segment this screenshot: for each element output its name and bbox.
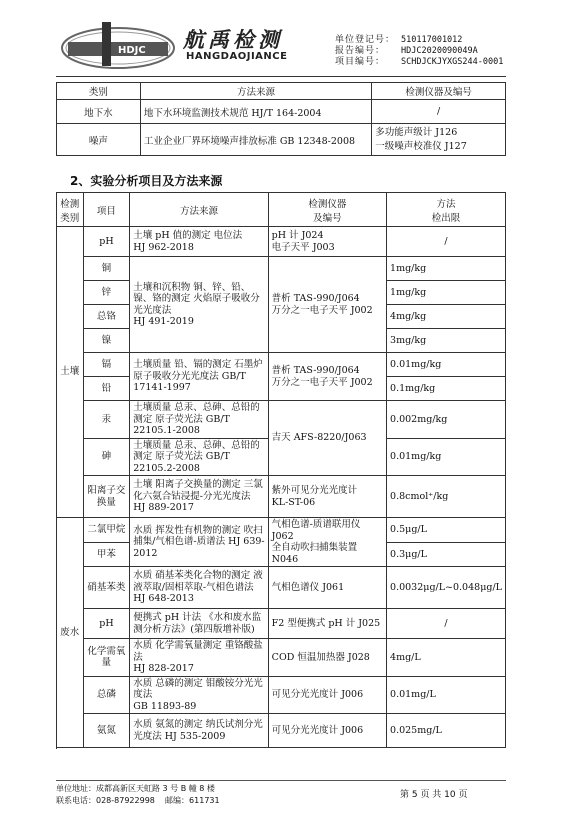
item-name: 锌 (83, 281, 130, 305)
detection-limit: 4mg/kg (387, 305, 506, 329)
item-name: 砷 (83, 438, 130, 476)
instrument: F2 型便携式 pH 计 J025 (268, 609, 386, 639)
table-row (57, 227, 506, 257)
instrument: pH 计 J024 电子天平 J003 (268, 227, 386, 257)
table1-instrument: 多功能声级计 J126 一级噪声校准仪 J127 (372, 124, 506, 156)
item-name: 化学需氧量 (83, 639, 130, 677)
meta-value: HDJC2020090049A (401, 46, 478, 56)
footer-divider (56, 780, 506, 781)
item-name: 铅 (83, 377, 130, 401)
header-divider (56, 76, 506, 77)
analysis-method-table (56, 192, 506, 748)
svg-text:HDJC: HDJC (118, 45, 146, 56)
table2-header: 检测仪器 及编号 (268, 193, 386, 227)
table1-instrument: / (372, 100, 506, 124)
table2-header: 检测 类别 (57, 193, 84, 227)
instrument: 普析 TAS-990/J064 万分之一电子天平 J002 (268, 353, 386, 401)
category-wastewater: 废水 (57, 518, 84, 748)
item-name: 铜 (83, 257, 130, 281)
table1-header: 检测仪器及编号 (372, 83, 506, 100)
detection-limit: 0.1mg/kg (387, 377, 506, 401)
detection-limit: 1mg/kg (387, 257, 506, 281)
table-row (57, 639, 506, 677)
table-row (57, 567, 506, 609)
table1-method: 工业企业厂界环境噪声排放标准 GB 12348-2008 (140, 124, 371, 156)
detection-limit: 4mg/L (387, 639, 506, 677)
instrument: 可见分光光度计 J006 (268, 714, 386, 748)
detection-limit: 0.0032μg/L~0.048μg/L (387, 567, 506, 609)
table-row (57, 476, 506, 518)
table2-header: 方法来源 (130, 193, 268, 227)
method-source: 土壤质量 铅、镉的测定 石墨炉原子吸收分光光度法 GB/T 17141-1997 (130, 353, 268, 401)
footer-address: 单位地址：成都高新区天虹路 3 号 B 幢 8 楼 (56, 784, 215, 793)
item-name: 总磷 (83, 676, 130, 714)
item-name: 汞 (83, 401, 130, 439)
method-source: 土壤 阳离子交换量的测定 三氯化六氨合钴浸提-分光光度法 HJ 889-2017 (130, 476, 268, 518)
table-row (57, 257, 506, 281)
instrument: 紫外可见分光光度计 KL-ST-06 (268, 476, 386, 518)
instrument: 吉天 AFS-8220/J063 (268, 401, 386, 476)
table-row (57, 609, 506, 639)
detection-limit: 0.025mg/L (387, 714, 506, 748)
method-source: 水质 总磷的测定 钼酸铵分光光度法 GB 11893-89 (130, 676, 268, 714)
item-name: pH (83, 227, 130, 257)
detection-limit: / (387, 609, 506, 639)
detection-limit: 0.002mg/kg (387, 401, 506, 439)
meta-label: 报告编号： (335, 46, 386, 56)
instrument: 气相色谱仪 J061 (268, 567, 386, 609)
footer-phone: 联系电话：028-87922998 (56, 796, 155, 805)
item-name: 硝基苯类 (83, 567, 130, 609)
detection-limit: 0.5μg/L (387, 518, 506, 543)
instrument: 可见分光光度计 J006 (268, 676, 386, 714)
table-row (57, 518, 506, 543)
detection-limit: 0.01mg/L (387, 676, 506, 714)
item-name: 总铬 (83, 305, 130, 329)
table1-method: 地下水环境监测技术规范 HJ/T 164-2004 (140, 100, 371, 124)
method-source: 便携式 pH 计法 《水和废水监测分析方法》(第四版增补版) (130, 609, 268, 639)
report-meta (335, 35, 503, 68)
footer-postcode: 邮编：611731 (165, 796, 220, 805)
meta-value: 510117001012 (401, 35, 463, 45)
detection-limit: 0.01mg/kg (387, 438, 506, 476)
section-title: 2、实验分析项目及方法来源 (70, 174, 223, 188)
detection-limit: 0.3μg/L (387, 542, 506, 567)
item-name: 二氯甲烷 (83, 518, 130, 543)
item-name: 镉 (83, 353, 130, 377)
item-name: 镍 (83, 329, 130, 353)
page-number: 第 5 页 共 10 页 (400, 790, 468, 800)
table-row (57, 353, 506, 377)
method-source: 水质 化学需氧量测定 重铬酸盐法 HJ 828-2017 (130, 639, 268, 677)
instrument: COD 恒温加热器 J028 (268, 639, 386, 677)
logo-english-name: HANGDAOJIANCE (186, 51, 288, 62)
instrument: 气相色谱-质谱联用仪 J062 全自动吹扫捕集装置 N046 (268, 518, 386, 567)
table2-header: 方法 检出限 (387, 193, 506, 227)
method-source: 土壤 pH 值的测定 电位法 HJ 962-2018 (130, 227, 268, 257)
meta-label: 项目编号： (335, 57, 386, 67)
table2-header: 项目 (83, 193, 130, 227)
method-source: 水质 硝基苯类化合物的测定 液液萃取/固相萃取-气相色谱法 HJ 648-2013 (130, 567, 268, 609)
table-row (57, 676, 506, 714)
category-soil: 土壤 (57, 227, 84, 518)
instrument: 普析 TAS-990/J064 万分之一电子天平 J002 (268, 257, 386, 353)
table1-category: 噪声 (57, 124, 141, 156)
company-logo (58, 18, 308, 74)
table1-category: 地下水 (57, 100, 141, 124)
item-name: pH (83, 609, 130, 639)
method-source: 土壤和沉积物 铜、锌、铅、镍、铬的测定 火焰原子吸收分光光度法 HJ 491-2019 (130, 257, 268, 353)
detection-limit: / (387, 227, 506, 257)
method-source: 水质 氨氮的测定 纳氏试剂分光光度法 HJ 535-2009 (130, 714, 268, 748)
item-name: 甲苯 (83, 542, 130, 567)
detection-limit: 0.01mg/kg (387, 353, 506, 377)
method-source: 土壤质量 总汞、总砷、总铅的测定 原子荧光法 GB/T 22105.1-2008 (130, 401, 268, 439)
meta-value: SCHDJCKJYXGS244-0001 (401, 57, 504, 67)
logo-chinese-name: 航禹检测 (183, 28, 283, 52)
detection-limit: 3mg/kg (387, 329, 506, 353)
table1-header: 类别 (57, 83, 141, 100)
table-row (57, 714, 506, 748)
footer-contact (56, 783, 220, 807)
detection-limit: 0.8cmol⁺/kg (387, 476, 506, 518)
table-row (57, 401, 506, 439)
detection-limit: 1mg/kg (387, 281, 506, 305)
table-row (57, 124, 506, 156)
item-name: 氨氮 (83, 714, 130, 748)
table1-header: 方法来源 (140, 83, 371, 100)
logo-mark-icon (58, 18, 178, 74)
method-source: 水质 挥发性有机物的测定 吹扫捕集/气相色谱-质谱法 HJ 639-2012 (130, 518, 268, 567)
sampling-method-table (56, 82, 506, 156)
meta-label: 单位登记号： (335, 35, 396, 45)
table-row (57, 100, 506, 124)
item-name: 阳离子交换量 (83, 476, 130, 518)
method-source: 土壤质量 总汞、总砷、总铅的测定 原子荧光法 GB/T 22105.2-2008 (130, 438, 268, 476)
